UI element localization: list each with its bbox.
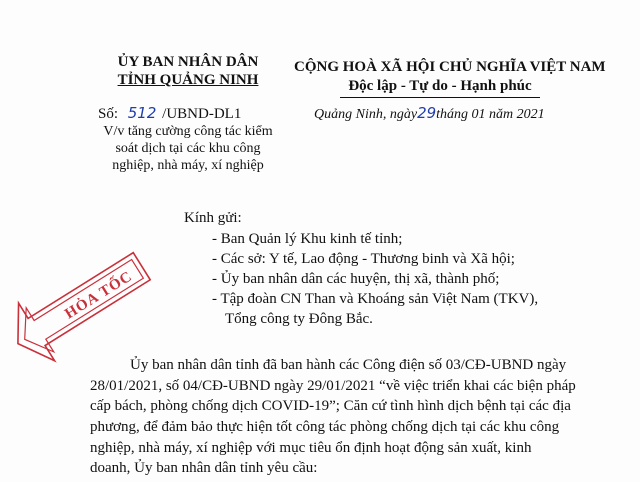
motto-underline [340,97,540,98]
agency-name-line1: ỦY BAN NHÂN DÂN [117,54,259,70]
national-motto: Độc lập - Tự do - Hạnh phúc [348,78,532,94]
body-line-4: phương, để đảm bảo thực hiện tốt công tác phòng chống dịch tại các khu công [90,419,560,435]
body-line-2: 28/01/2021, số 04/CĐ-UBND ngày 29/01/2021 “về việc triển khai các biện pháp [90,378,576,394]
date-prefix: Quảng Ninh, ngày [314,107,418,122]
agency-name-line2: TỈNH QUẢNG NINH [117,72,259,88]
document-number-prefix: Số: [98,106,119,122]
date-day-handwritten: 29 [417,104,437,122]
recipients-label: Kính gửi: [184,210,242,226]
stamp-text: HỎA TỐC [62,268,136,323]
subject-line-1: V/v tăng cường công tác kiểm [103,124,273,139]
body-line-6: doanh, Ủy ban nhân dân tỉnh yêu cầu: [90,460,318,476]
document-number-suffix: /UBND-DL1 [162,106,242,122]
document-number-handwritten: 512 [127,104,157,122]
recipient-item: - Tập đoàn CN Than và Khoáng sản Việt Nam (TKV), [212,291,538,308]
body-line-3: cấp bách, phòng chống dịch COVID-19”; Căn cứ tình hình dịch bệnh tại các địa [90,398,571,414]
body-line-1: Ủy ban nhân dân tỉnh đã ban hành các Công điện số 03/CĐ-UBND ngày [130,357,567,373]
recipient-item: - Các sở: Y tế, Lao động - Thương binh và Xã hội; [212,251,515,268]
recipient-item: - Ban Quản lý Khu kinh tế tỉnh; [212,231,402,248]
date-line [314,104,545,123]
recipient-item: - Ủy ban nhân dân các huyện, thị xã, thành phố; [212,271,499,288]
subject-line-3: nghiệp, nhà máy, xí nghiệp [112,158,264,173]
date-suffix: tháng 01 năm 2021 [436,107,545,122]
body-line-5: nghiệp, nhà máy, xí nghiệp với mục tiêu ổn định hoạt động sản xuất, kinh [90,440,532,456]
country-name: CỘNG HOÀ XÃ HỘI CHỦ NGHĨA VIỆT NAM [294,59,606,75]
document-number [98,104,241,123]
subject-line-2: soát dịch tại các khu công [115,141,261,156]
recipient-item-continuation: Tổng công ty Đông Bắc. [225,311,373,327]
